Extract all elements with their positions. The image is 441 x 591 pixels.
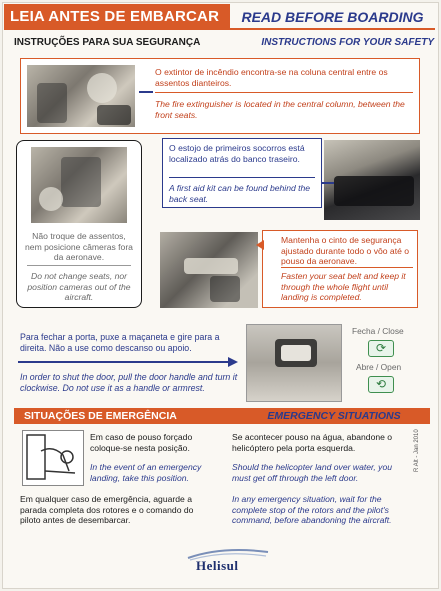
arrow-left-icon (139, 91, 153, 93)
extinguisher-text-pt: O extintor de incêndio encontra-se na coluna central entre os assentos dianteiros. (155, 67, 388, 88)
close-label: Fecha / Close (352, 326, 404, 336)
seatbelt-text-en: Fasten your seat belt and keep it through the whole flight until landing is completed. (281, 271, 406, 303)
water-text-pt: Se acontecer pouso na água, abandone o helicóptero pela porta esquerda. (232, 432, 393, 453)
extinguisher-text-en: The fire extinguisher is located in the central column, between the front seats. (155, 99, 405, 120)
extinguisher-photo (27, 65, 135, 127)
divider (27, 265, 131, 266)
subtitle-row (14, 37, 434, 48)
seatbelt-panel (262, 230, 418, 308)
divider (169, 177, 315, 178)
seats-panel (16, 140, 142, 308)
landing-text-pt: Em caso de pouso forçado coloque-se nesta posição. (90, 432, 193, 453)
brace-position-illustration (22, 430, 84, 486)
arrow-right-icon (322, 182, 334, 184)
emergency-title-en: EMERGENCY SITUATIONS (238, 408, 430, 424)
subtitle-pt: INSTRUÇÕES PARA SUA SEGURANÇA (14, 37, 201, 48)
seats-text-en: Do not change seats, nor position cameras out of the aircraft. (27, 271, 131, 303)
any-emergency-text-pt: Em qualquer caso de emergência, aguarde a parada completa dos rotores e o comando do piloto antes de desembarcar. (20, 494, 194, 526)
subtitle-en: INSTRUCTIONS FOR YOUR SAFETY (261, 37, 434, 48)
arrow-right-icon (228, 357, 238, 367)
seat-photo (31, 147, 127, 223)
door-handle-photo (246, 324, 342, 402)
seatbelt-photo (160, 232, 258, 308)
any-emergency-text-en: In any emergency situation, wait for the complete stop of the rotors and the pilot's command, before abandoning the aircraft. (232, 494, 392, 526)
back-seat-photo (324, 140, 420, 220)
emergency-title-pt: SITUAÇÕES DE EMERGÊNCIA (14, 408, 238, 424)
seats-text-pt: Não troque de assentos, nem posicione câmeras fora da aeronave. (25, 231, 133, 263)
door-text-pt: Para fechar a porta, puxe a maçaneta e gire para a direita. Não a use como descanso ou apoio. (20, 332, 220, 353)
divider (281, 267, 413, 268)
emergency-header (14, 408, 430, 424)
arrow-left-icon (256, 240, 264, 250)
title-pt: LEIA ANTES DE EMBARCAR (4, 4, 230, 30)
first-aid-text-pt: O estojo de primeiros socorros está localizado atrás do banco traseiro. (169, 143, 305, 164)
landing-text-en: In the event of an emergency landing, take this position. (90, 462, 202, 483)
open-label: Abre / Open (356, 362, 402, 372)
door-handle (275, 339, 317, 367)
rotate-clockwise-icon: ⟳ (368, 340, 394, 357)
door-arrow (18, 361, 230, 363)
first-aid-panel (162, 138, 322, 208)
divider (155, 92, 413, 93)
extinguisher-panel (20, 58, 420, 134)
door-text-en: In order to shut the door, pull the door handle and turn it clockwise. Do not use it as a handle or armrest. (20, 372, 238, 393)
rotate-counterclockwise-icon: ⟲ (368, 376, 394, 393)
helisul-logo-text: Helisul (196, 558, 239, 573)
revision-stamp: R Alt - Jan 2010 (414, 429, 420, 472)
seatbelt-text-pt: Mantenha o cinto de segurança ajustado durante todo o vôo até o pouso da aeronave. (281, 235, 410, 267)
title-en: READ BEFORE BOARDING (230, 4, 435, 30)
header-bar (4, 4, 435, 30)
first-aid-text-en: A first aid kit can be found behind the back seat. (169, 183, 311, 204)
water-text-en: Should the helicopter land over water, you must get off through the left door. (232, 462, 393, 483)
